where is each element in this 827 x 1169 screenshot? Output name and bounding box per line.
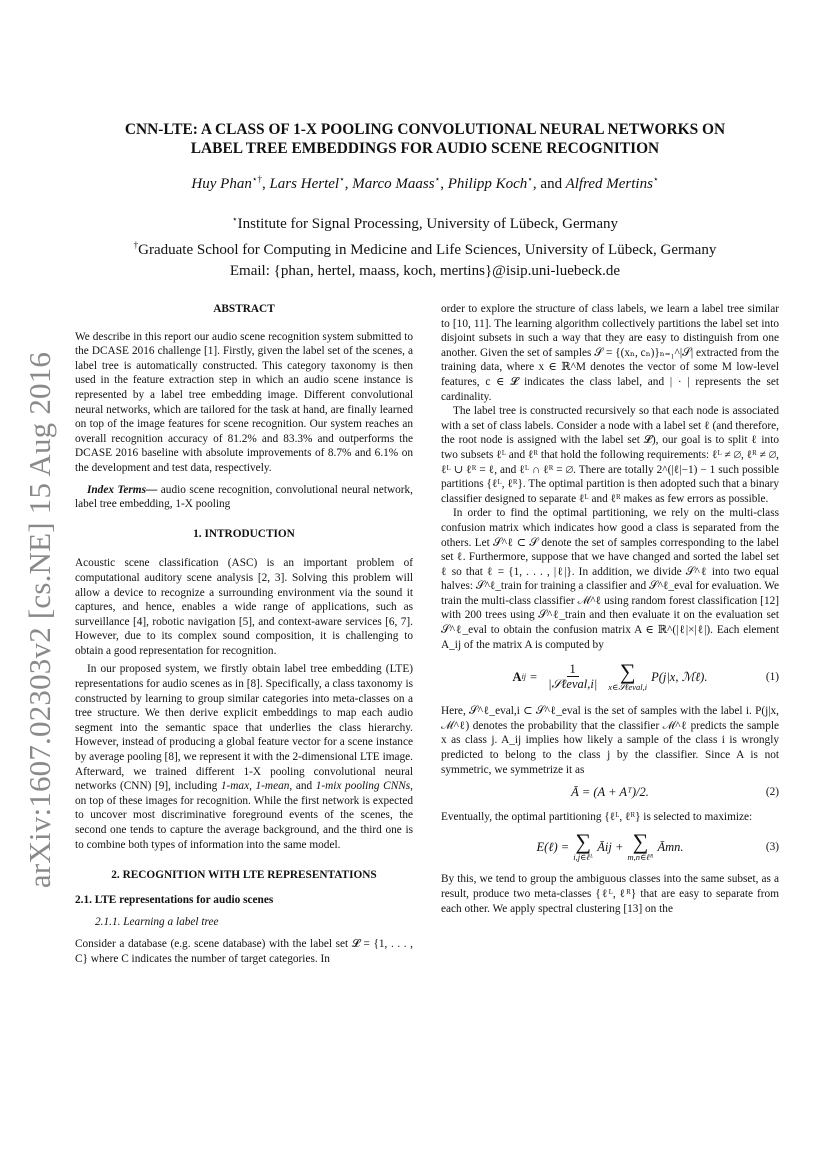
equation-1-number: (1)	[765, 670, 779, 683]
equation-3: E(ℓ) = ∑ i,j∈ℓᴸ Āij + ∑ m,n∈ℓᴿ Āmn. (3)	[536, 829, 779, 863]
subsection-2-1-heading: 2.1. LTE representations for audio scenes	[75, 893, 274, 906]
intro-paragraph-1: Acoustic scene classification (ASC) is an important problem of computational auditory scene analysis [2, 3]. Solving this problem will allow a device to recognize a surrounding environment via the sound it captures, and hence, enables a wide range of applications, such as surveillance [4], robotic navigation [5], and context-aware services [6, 7]. However, due to its complex sound composition, it is challenging to obtain a good representation for recognition.	[75, 557, 413, 657]
author-affiliation-mark: ⋆	[527, 174, 533, 184]
affiliation-2: †Graduate School for Computing in Medicine and Life Sciences, University of Lübeck, Germany	[133, 240, 717, 258]
subsubsection-2-1-1-heading: 2.1.1. Learning a label tree	[95, 916, 219, 929]
author-name: Alfred Mertins	[565, 176, 653, 192]
author-name: Marco Maass	[352, 176, 435, 192]
right-paragraph-2: The label tree is constructed recursively so that each node is associated with a set of class labels. Consider a node with a label set ℓ (and therefore, the root node is assigned with the label set 𝓛), our goal is to split ℓ into two subsets ℓᴸ and ℓᴿ that hold the following requirements: ℓᴸ ≠ ∅, ℓᴿ ≠ ∅, ℓᴸ ∪ ℓᴿ = ℓ, and ℓᴸ ∩ ℓᴿ = ∅. There are totally 2^(|ℓ|−1) − 1 such possible partitions {ℓᴸ, ℓᴿ}. The optimal partition is then adopted such that a binary classifier designed to separate ℓᴸ and ℓᴿ makes as few errors as possible.	[441, 405, 779, 505]
right-paragraph-6: By this, we tend to group the ambiguous classes into the same subset, as a result, produce two meta-classes {ℓᴸ, ℓᴿ} that are easy to separate from each other. We apply spectral clustering [13] on the	[441, 873, 779, 915]
equation-1-sum: ∑ x∈𝒮ℓeval,i	[608, 659, 648, 693]
arxiv-identifier-stamp: arXiv:1607.02303v2 [cs.NE] 15 Aug 2016	[22, 351, 57, 889]
right-column	[441, 302, 779, 916]
title-line-2: LABEL TREE EMBEDDINGS FOR AUDIO SCENE RECOGNITION	[190, 140, 660, 157]
intro-paragraph-2: In our proposed system, we firstly obtain label tree embedding (LTE) representations for audio scenes as in [8]. Specifically, a class taxonomy is constructed by learning to group similar categories into meta-classes on a tree structure. We then derive explicit embeddings to map each audio segment into the semantic space that underlies the class hierarchy. However, instead of producing a global feature vector for a scene instance by average pooling [8], we represent it with the 2-dimensional LTE image. Afterward, we trained different 1-X pooling convolutional neural networks (CNN) [9], including 1-max, 1-mean, and 1-mix pooling CNNs, on top of these images for recognition. While the first network is expected to uncover most discriminative foreground events of the scenes, the second one tends to capture the average background, and the third one is to combine both types of information into the same model.	[75, 663, 413, 851]
paper-title	[100, 120, 750, 158]
abstract-text: We describe in this report our audio scene recognition system submitted to the DCASE 2016 challenge [1]. Firstly, given the label set of the scenes, a label tree is automatically constructed. This category taxonomy is then used in the feature extraction step in which an audio scene instance is represented by a label tree embedding image. Different convolutional neural networks, which are tailored for the task at hand, are finally learned on top of the image features for scene recognition. Our system reaches an overall recognition accuracy of 81.2% and 83.3% and outperforms the DCASE 2016 baseline with absolute improvements of 8.7% and 6.1% on the development and test data, respectively.	[75, 330, 413, 474]
abstract-heading: ABSTRACT	[213, 303, 275, 315]
author-list: Huy Phan⋆†, Lars Hertel⋆, Marco Maass⋆, Philipp Koch⋆, and Alfred Mertins⋆	[191, 174, 659, 192]
section-1-heading: 1. INTRODUCTION	[193, 527, 295, 540]
author-name: Philipp Koch	[447, 176, 528, 192]
author-name: Lars Hertel	[269, 176, 340, 192]
author-affiliation-mark: ⋆	[652, 174, 659, 184]
equation-1-fraction: $\frac{1}{\text{|𝒮ℓeval,i|}}$	[548, 662, 598, 692]
equation-3-number: (3)	[765, 841, 779, 854]
index-terms: Index Terms— audio scene recognition, convolutional neural network, label tree embedding, 1-X pooling	[75, 483, 413, 511]
left-column	[75, 302, 413, 966]
author-affiliation-mark: ⋆	[339, 174, 345, 184]
author-and: and	[540, 176, 563, 192]
author-affiliation-mark: ⋆†	[251, 174, 262, 184]
affiliations	[80, 209, 770, 282]
title-line-1: CNN-LTE: A CLASS OF 1-X POOLING CONVOLUTIONAL NEURAL NETWORKS ON	[124, 121, 726, 138]
equation-2-number: (2)	[765, 786, 779, 799]
right-paragraph-5: Eventually, the optimal partitioning {ℓᴸ, ℓᴿ} is selected to maximize:	[441, 810, 753, 823]
author-name: Huy Phan	[191, 176, 252, 192]
section-2-heading: 2. RECOGNITION WITH LTE REPRESENTATIONS	[111, 869, 377, 882]
equation-2: Ā = (A + Aᵀ)/2. (2)	[571, 785, 779, 800]
author-affiliation-mark: ⋆	[434, 174, 441, 184]
section-2-paragraph-1: Consider a database (e.g. scene database) with the label set 𝓛 = {1, . . . , C} where C indicates the number of target categories. In	[75, 937, 413, 965]
affiliation-1: ⋆Institute for Signal Processing, University of Lübeck, Germany	[232, 214, 618, 232]
right-paragraph-1: order to explore the structure of class labels, we learn a label tree similar to [10, 11]. The learning algorithm collectively partitions the label set into disjoint subsets in such a way that they are easy to distinguish from one another. Given the set of samples 𝒮 = {(xₙ, cₙ)}ₙ₌₁^|𝒮| extracted from the training data, where x ∈ ℝ^M denotes the vector of some M low-level features, c ∈ 𝓛 indicates the class label, and | · | represents the set cardinality.	[441, 303, 779, 403]
right-paragraph-3: In order to find the optimal partitioning, we rely on the multi-class confusion matrix which indicates how good a class is separated from the others. Let 𝒮^ℓ ⊂ 𝒮 denote the set of samples corresponding to the label set ℓ. Furthermore, suppose that we have changed and sorted the label set ℓ so that ℓ = {1, . . . , |ℓ|}. In addition, we divide 𝒮^ℓ into two equal halves: 𝒮^ℓ_train for training a classifier and 𝒮^ℓ_eval for evaluation. We train the multi-class classifier ℳ^ℓ using random forest classification [12] with 200 trees using 𝒮^ℓ_train and then evaluate it on the evaluation set 𝒮^ℓ_eval to obtain the confusion matrix A ∈ ℝ^(|ℓ|×|ℓ|). Each element A_ij of the matrix A is computed by	[441, 507, 779, 651]
equation-1: A ij = $\frac{1}{\text{|𝒮ℓeval,i|}}$ ∑ x∈𝒮ℓeval,i P(j|x, ℳℓ). (1)	[512, 659, 779, 693]
email-line: Email: {phan, hertel, maass, koch, mertins}@isip.uni-luebeck.de	[229, 263, 621, 279]
right-paragraph-4: Here, 𝒮^ℓ_eval,i ⊂ 𝒮^ℓ_eval is the set of samples with the label i. P(j|x, ℳ^ℓ) denotes the probability that the classifier ℳ^ℓ predicts the sample x as class j. A_ij implies how likely a sample of the class i is wrongly predicted to belong to the class j by the classifier. Since A is not symmetric, we symmetrize it as	[441, 705, 779, 776]
